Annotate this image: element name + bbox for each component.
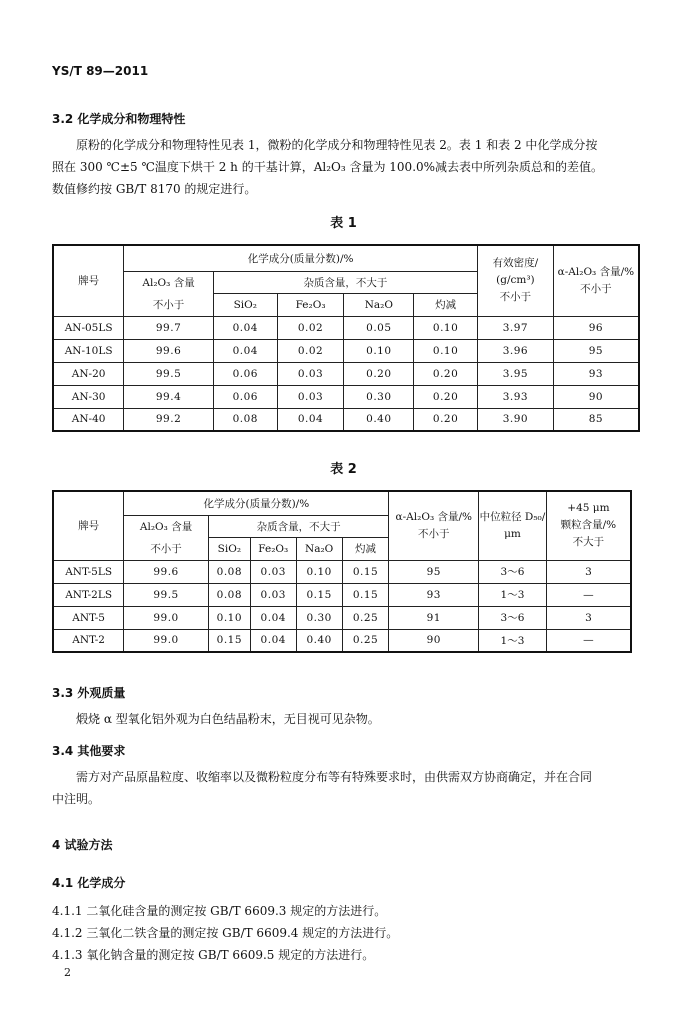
cell: 0.10 [414, 339, 478, 362]
header-fe2o3: Fe₂O₃ [250, 538, 296, 561]
table-row [53, 316, 639, 339]
cell: 0.06 [213, 385, 277, 408]
cell: 0.04 [250, 606, 296, 629]
header-brand: 牌号 [53, 491, 124, 560]
cell: 99.0 [124, 629, 209, 652]
coarse-label: 颗粒含量/% [560, 519, 617, 532]
para-line: 照在 300 ℃±5 ℃温度下烘干 2 h 的干基计算，Al₂O₃ 含量为 100.0%减去表中所列杂质总和的差值。 [52, 160, 604, 174]
cell: 0.03 [277, 362, 344, 385]
al2o3-label: Al₂O₃ 含量 [142, 276, 195, 289]
cell: 0.30 [344, 385, 414, 408]
table-row [53, 560, 631, 583]
table-row [53, 362, 639, 385]
cell: 99.6 [124, 560, 209, 583]
section-4-1-heading: 4.1 化学成分 [52, 876, 126, 890]
cell: 99.7 [124, 316, 214, 339]
cell: 0.08 [208, 583, 250, 606]
coarse-size: +45 μm [567, 502, 610, 515]
section-3-2-paragraph [52, 134, 642, 200]
cell: 0.20 [414, 408, 478, 431]
al2o3-min: 不小于 [152, 298, 185, 311]
cell: 0.02 [277, 339, 344, 362]
section-3-3-heading: 3.3 外观质量 [52, 686, 126, 700]
cell: 99.5 [124, 583, 209, 606]
cell: 3.96 [478, 339, 554, 362]
cell: AN-10LS [53, 339, 124, 362]
cell: 3 [546, 606, 631, 629]
cell: ANT-5LS [53, 560, 124, 583]
page-number: 2 [64, 966, 71, 979]
al2o3-label: Al₂O₃ 含量 [139, 520, 193, 533]
header-coarse-particles [546, 491, 631, 560]
cell: 0.08 [213, 408, 277, 431]
cell: 93 [553, 362, 639, 385]
header-al2o3 [124, 515, 209, 560]
header-impurity: 杂质含量，不大于 [213, 271, 477, 294]
cell: 0.20 [414, 385, 478, 408]
header-alpha-alumina [389, 491, 479, 560]
header-loss: 灼减 [342, 538, 389, 561]
cell: 99.5 [124, 362, 214, 385]
cell: 0.25 [342, 629, 389, 652]
header-chemical-composition: 化学成分(质量分数)/% [124, 245, 478, 271]
cell: 0.02 [277, 316, 344, 339]
d50-label: 中位粒径 D₅₀/ [479, 510, 546, 523]
header-brand: 牌号 [53, 245, 124, 316]
cell: 0.03 [250, 560, 296, 583]
section-3-4-paragraph [52, 766, 642, 810]
cell: 0.25 [342, 606, 389, 629]
cell: ANT-2LS [53, 583, 124, 606]
cell: 0.10 [414, 316, 478, 339]
cell: — [546, 583, 631, 606]
density-unit: (g/cm³) [496, 274, 535, 287]
header-na2o: Na₂O [344, 294, 414, 317]
cell: 99.4 [124, 385, 214, 408]
section-3-4-heading: 3.4 其他要求 [52, 744, 126, 758]
table-row [53, 339, 639, 362]
table-1 [52, 244, 640, 432]
header-fe2o3: Fe₂O₃ [277, 294, 344, 317]
cell: 0.04 [213, 316, 277, 339]
coarse-max: 不大于 [572, 536, 605, 549]
table-row [53, 385, 639, 408]
table-row [53, 408, 639, 431]
cell: 3～6 [479, 560, 547, 583]
alpha-min: 不小于 [418, 527, 450, 540]
cell: 0.20 [344, 362, 414, 385]
table-2-caption: 表 2 [330, 462, 357, 477]
cell: 85 [553, 408, 639, 431]
alpha-min: 不小于 [580, 282, 612, 295]
cell: 0.30 [296, 606, 342, 629]
cell: 3.90 [478, 408, 554, 431]
cell: 0.15 [208, 629, 250, 652]
section-4-1-items [52, 900, 398, 966]
cell: 91 [389, 606, 479, 629]
para-line: 中注明。 [52, 792, 101, 806]
cell: 90 [553, 385, 639, 408]
density-label: 有效密度/ [492, 257, 539, 270]
header-alpha-alumina [553, 245, 639, 316]
cell: 0.05 [344, 316, 414, 339]
list-item: 4.1.2 三氧化二铁含量的测定按 GB/T 6609.4 规定的方法进行。 [52, 926, 399, 940]
cell: AN-40 [53, 408, 124, 431]
cell: 0.04 [250, 629, 296, 652]
cell: 3.93 [478, 385, 554, 408]
cell: 0.10 [344, 339, 414, 362]
cell: ANT-5 [53, 606, 124, 629]
section-3-3-text: 煅烧 α 型氧化铝外观为白色结晶粉末，无目视可见杂物。 [76, 712, 380, 726]
section-3-2-heading: 3.2 化学成分和物理特性 [52, 112, 186, 126]
cell: 93 [389, 583, 479, 606]
cell: 99.2 [124, 408, 214, 431]
cell: 3.95 [478, 362, 554, 385]
header-effective-density [478, 245, 554, 316]
d50-unit: μm [504, 527, 521, 540]
density-min: 不小于 [499, 291, 532, 304]
cell: 0.20 [414, 362, 478, 385]
cell: 0.15 [342, 583, 389, 606]
al2o3-min: 不小于 [150, 542, 182, 555]
cell: 0.06 [213, 362, 277, 385]
cell: 0.03 [250, 583, 296, 606]
cell: 0.10 [208, 606, 250, 629]
cell: 1～3 [479, 629, 547, 652]
list-item: 4.1.1 二氧化硅含量的测定按 GB/T 6609.3 规定的方法进行。 [52, 904, 387, 918]
header-loss: 灼减 [414, 294, 478, 317]
header-al2o3 [124, 271, 214, 316]
cell: 1～3 [479, 583, 547, 606]
cell: AN-05LS [53, 316, 124, 339]
cell: 95 [553, 339, 639, 362]
header-chemical-composition: 化学成分(质量分数)/% [124, 491, 389, 515]
para-line: 需方对产品原晶粒度、收缩率以及微粉粒度分布等有特殊要求时，由供需双方协商确定，并在合同 [76, 770, 593, 784]
cell: 90 [389, 629, 479, 652]
cell: — [546, 629, 631, 652]
cell: 95 [389, 560, 479, 583]
section-4-heading: 4 试验方法 [52, 838, 113, 852]
cell: 0.40 [296, 629, 342, 652]
para-line: 原粉的化学成分和物理特性见表 1，微粉的化学成分和物理特性见表 2。表 1 和表 2 中化学成分按 [76, 138, 598, 152]
table-2 [52, 490, 632, 653]
cell: 0.03 [277, 385, 344, 408]
table-row [53, 629, 631, 652]
cell: 0.10 [296, 560, 342, 583]
table-row [53, 606, 631, 629]
cell: 96 [553, 316, 639, 339]
cell: 3～6 [479, 606, 547, 629]
list-item: 4.1.3 氧化钠含量的测定按 GB/T 6609.5 规定的方法进行。 [52, 948, 375, 962]
cell: 0.15 [342, 560, 389, 583]
header-sio2: SiO₂ [208, 538, 250, 561]
header-impurity: 杂质含量，不大于 [208, 515, 389, 538]
cell: 0.15 [296, 583, 342, 606]
alpha-label: α-Al₂O₃ 含量/% [395, 510, 473, 523]
para-line: 数值修约按 GB/T 8170 的规定进行。 [52, 182, 257, 196]
cell: ANT-2 [53, 629, 124, 652]
header-sio2: SiO₂ [213, 294, 277, 317]
cell: 99.0 [124, 606, 209, 629]
cell: 0.40 [344, 408, 414, 431]
cell: 0.04 [213, 339, 277, 362]
cell: 3.97 [478, 316, 554, 339]
table-1-caption: 表 1 [330, 216, 357, 231]
cell: AN-30 [53, 385, 124, 408]
standard-id: YS/T 89—2011 [52, 64, 149, 78]
alpha-label: α-Al₂O₃ 含量/% [557, 265, 635, 278]
table-row [53, 583, 631, 606]
header-na2o: Na₂O [296, 538, 342, 561]
header-median-particle-size [479, 491, 547, 560]
cell: 99.6 [124, 339, 214, 362]
cell: AN-20 [53, 362, 124, 385]
cell: 3 [546, 560, 631, 583]
cell: 0.04 [277, 408, 344, 431]
cell: 0.08 [208, 560, 250, 583]
